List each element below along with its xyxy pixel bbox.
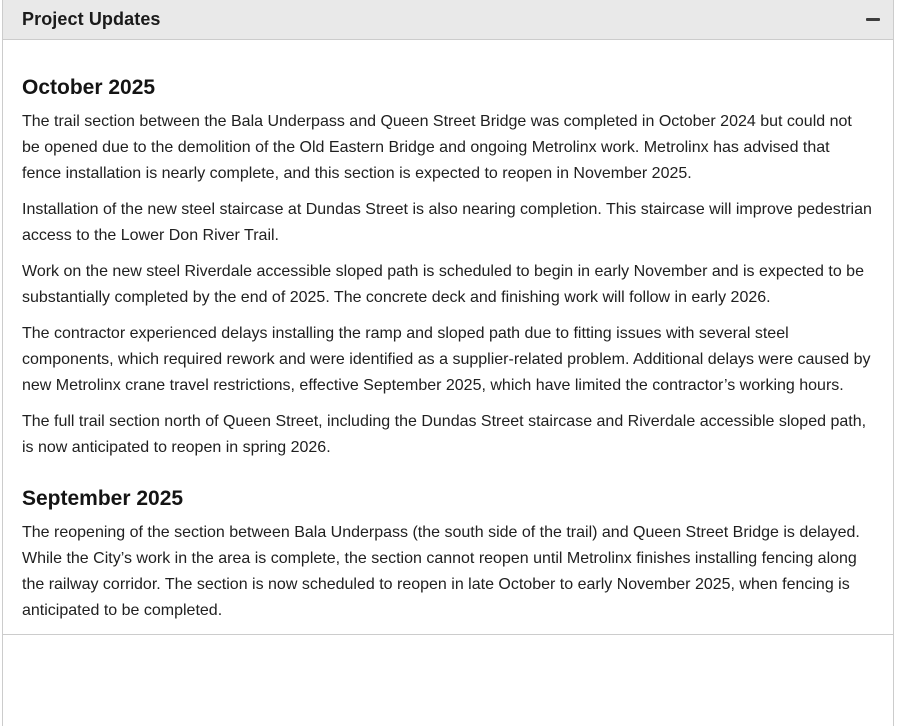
section-heading-october-2025: October 2025 xyxy=(22,76,156,99)
update-paragraph: Work on the new steel Riverdale accessible sloped path is scheduled to begin in early November and is expected to be substantially completed by the end of 2025. The concrete deck and finishing work will follow in early 2026. xyxy=(22,263,864,306)
accordion-content xyxy=(3,40,893,635)
update-paragraph: Installation of the new steel staircase at Dundas Street is also nearing completion. This staircase will improve pedestrian access to the Lower Don River Trail. xyxy=(22,201,872,244)
update-paragraph: The full trail section north of Queen Street, including the Dundas Street staircase and Riverdale accessible sloped path, is now anticipated to reopen in spring 2026. xyxy=(22,413,867,456)
project-updates-panel xyxy=(2,0,894,726)
update-paragraph: The reopening of the section between Bala Underpass (the south side of the trail) and Queen Street Bridge is delayed. While the City’s work in the area is complete, the section cannot reopen until Metrolinx finishes installing fencing along the railway corridor. The section is now scheduled to reopen in late October to early November 2025, when fencing is anticipated to be completed. xyxy=(22,524,860,619)
update-paragraph: The contractor experienced delays installing the ramp and sloped path due to fitting issues with several steel components, which required rework and were identified as a supplier-related problem. Additional delays were caused by new Metrolinx crane travel restrictions, effective September 2025, which have limited the contractor’s working hours. xyxy=(22,325,871,394)
next-section-gap xyxy=(3,635,893,726)
update-paragraph: The trail section between the Bala Underpass and Queen Street Bridge was completed in October 2024 but could not be opened due to the demolition of the Old Eastern Bridge and ongoing Metrolinx work. Metrolinx has advised that fence installation is nearly complete, and this section is expected to reopen in November 2025. xyxy=(22,113,852,182)
minus-icon[interactable] xyxy=(866,18,880,21)
accordion-title: Project Updates xyxy=(22,9,161,29)
section-heading-september-2025: September 2025 xyxy=(22,487,184,510)
accordion-header-project-updates[interactable] xyxy=(3,0,893,40)
